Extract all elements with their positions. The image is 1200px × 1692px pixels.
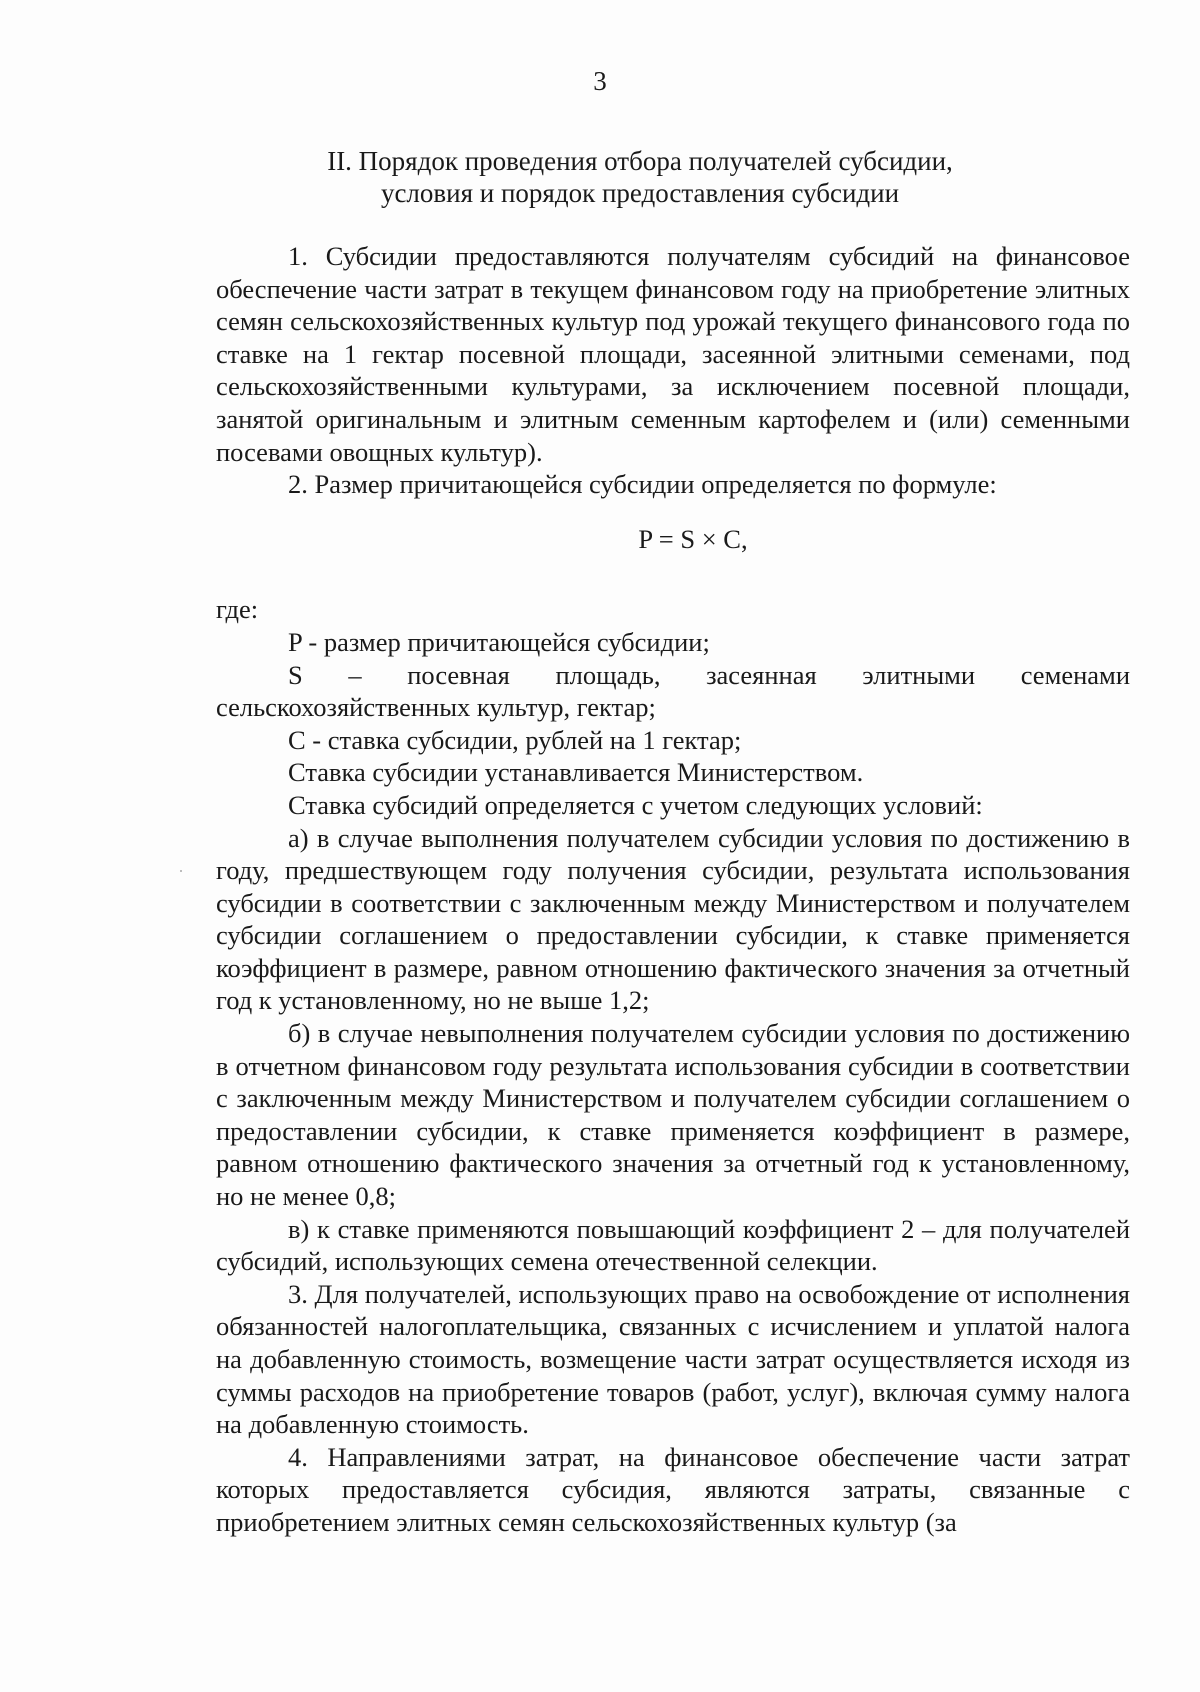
paragraph-2: 2. Размер причитающейся субсидии определяется по формуле: <box>288 469 997 500</box>
rate-conditions-intro: Ставка субсидий определяется с учетом следующих условий: <box>288 789 983 820</box>
condition-a: а) в случае выполнения получателем субсидии условия по достижению в году, предшествующем году получения субсидии, результата использования субсидии в соответствии с заключенным между Министерством и получателем субсидии соглашением о предоставлении субсидии, к ставке применяется коэффициент в размере, равном отношению фактического значения за отчетный год к установленному, но не выше 1,2; <box>216 822 1130 1016</box>
section-heading-line-1: II. Порядок проведения отбора получателей субсидии, <box>327 146 953 176</box>
definition-p: P - размер причитающейся субсидии; <box>288 626 710 657</box>
paragraph-3: 3. Для получателей, использующих право на освобождение от исполнения обязанностей налогоплательщика, связанных с исчислением и уплатой налога на добавленную стоимость, возмещение части затрат осуществляется исходя из суммы расходов на приобретение товаров (работ, услуг), включая сумму налога на добавленную стоимость. <box>216 1278 1130 1440</box>
paragraph-4: 4. Направлениями затрат, на финансовое обеспечение части затрат которых предоставляется субсидия, являются затраты, связанные с приобретением элитных семян сельскохозяйственных культур (за <box>216 1441 1130 1537</box>
definition-s: S – посевная площадь, засеянная элитными семенами сельскохозяйственных культур, гектар; <box>216 659 1130 723</box>
condition-b: б) в случае невыполнения получателем субсидии условия по достижению в отчетном финансовом году результата использования субсидии в соответствии с заключенным между Министерством и получателем субсидии соглашением о предоставлении субсидии, к ставке применяется коэффициент в размере, равном отношению фактического значения за отчетный год к установленному, но не менее 0,8; <box>216 1018 1130 1212</box>
definition-c: С - ставка субсидии, рублей на 1 гектар; <box>288 724 742 755</box>
condition-v: в) к ставке применяются повышающий коэффициент 2 – для получателей субсидий, использующих семена отечественной селекции. <box>216 1213 1130 1277</box>
page-number: 3 <box>593 66 607 96</box>
section-heading-line-2: условия и порядок предоставления субсидии <box>380 178 900 208</box>
document-body <box>216 240 1130 1539</box>
paragraph-1: 1. Субсидии предоставляются получателям субсидий на финансовое обеспечение части затрат в текущем финансовом году на приобретение элитных семян сельскохозяйственных культур под урожай текущего финансового года по ставке на 1 гектар посевной площади, засеянной элитными семенами, под сельскохозяйственными культурами, за исключением посевной площади, занятой оригинальным и элитным семенным картофелем и (или) семенными посевами овощных культур). <box>216 241 1130 467</box>
subsidy-formula: P = S × C, <box>638 523 748 554</box>
formula-where-label: где: <box>216 594 259 625</box>
section-heading <box>200 145 1080 209</box>
rate-set-statement: Ставка субсидии устанавливается Министерством. <box>288 757 864 788</box>
scan-mark <box>180 870 182 872</box>
